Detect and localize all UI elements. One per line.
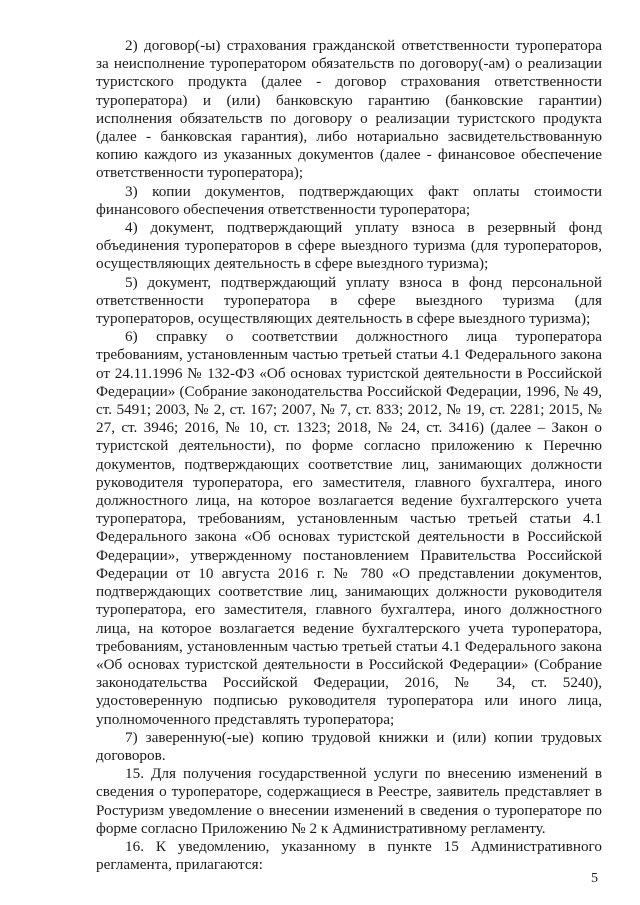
paragraph-item-5: 5) документ, подтверждающий уплату взноса в фонд персональной ответственности туроператора в сфере выездного туризма (для туроператоров, осуществляющих деятельность в сфере выездного туризма); — [96, 273, 602, 328]
paragraph-item-7: 7) заверенную(-ые) копию трудовой книжки и (или) копии трудовых договоров. — [96, 728, 602, 764]
paragraph-clause-15: 15. Для получения государственной услуги по внесению изменений в сведения о туроператоре, содержащиеся в Реестре, заявитель представляет в Ростуризм уведомление о внесении изменений в сведения о туроператоре по форме согласно Приложению № 2 к Административному регламенту. — [96, 765, 602, 837]
page-number: 5 — [591, 871, 598, 886]
body-text — [96, 37, 602, 874]
paragraph-clause-16: 16. К уведомлению, указанному в пункте 15 Административного регламента, прилагаются: — [96, 837, 602, 874]
paragraph-item-4: 4) документ, подтверждающий уплату взноса в резервный фонд объединения туроператоров в сфере выездного туризма (для туроператоров, осуществляющих деятельность в сфере выездного туризма); — [96, 219, 602, 273]
paragraph-item-3: 3) копии документов, подтверждающих факт оплаты стоимости финансового обеспечения ответственности туроператора; — [96, 182, 602, 218]
paragraph-item-2: 2) договор(-ы) страхования гражданской ответственности туроператора за неисполнение туроператором обязательств по договору(-ам) о реализации туристского продукта (далее - договор страхования ответственности туроператора) и (или) банковскую гарантию (банковские гарантии) исполнения обязательств по договору о реализации туристского продукта (далее - банковская гарантия), либо нотариально засвидетельствованную копию каждого из указанных документов (далее - финансовое обеспечение ответственности туроператора); — [96, 37, 602, 182]
paragraph-item-6: 6) справку о соответствии должностного лица туроператора требованиям, установленным частью третьей статьи 4.1 Федерального закона от 24.11.1996 № 132-ФЗ «Об основах туристской деятельности в Российской Федерации» (Собрание законодательства Российской Федерации, 1996, № 49, ст. 5491; 2003, № 2, ст. 167; 2007, № 7, ст. 833; 2012, № 19, ст. 2281; 2015, № 27, ст. 3946; 2016, № 10, ст. 1323; 2018, № 24, ст. 3416) (далее – Закон о туристской деятельности), по форме согласно приложению к Перечню документов, подтверждающих соответствие лиц, занимающих должности руководителя туроператора, его заместителя, главного бухгалтера, иного должностного лица, на которое возлагается ведение бухгалтерского учета туроператора, требованиям, установленным частью третьей статьи 4.1 Федерального закона «Об основах туристской деятельности в Российской Федерации», утвержденному постановлением Правительства Российской Федерации от 10 августа 2016 г. № 780 «О представлении документов, подтверждающих соответствие лиц, занимающих должности руководителя туроператора, его заместителя, главного бухгалтера, иного должностного лица, на которое возлагается ведение бухгалтерского учета туроператора, требованиям, установленным частью третьей статьи 4.1 Федерального закона «Об основах туристской деятельности в Российской Федерации» (Собрание законодательства Российской Федерации, 2016, № 34, ст. 5240), удостоверенную подписью руководителя туроператора или иного лица, уполномоченного представлять туроператора; — [96, 328, 602, 728]
